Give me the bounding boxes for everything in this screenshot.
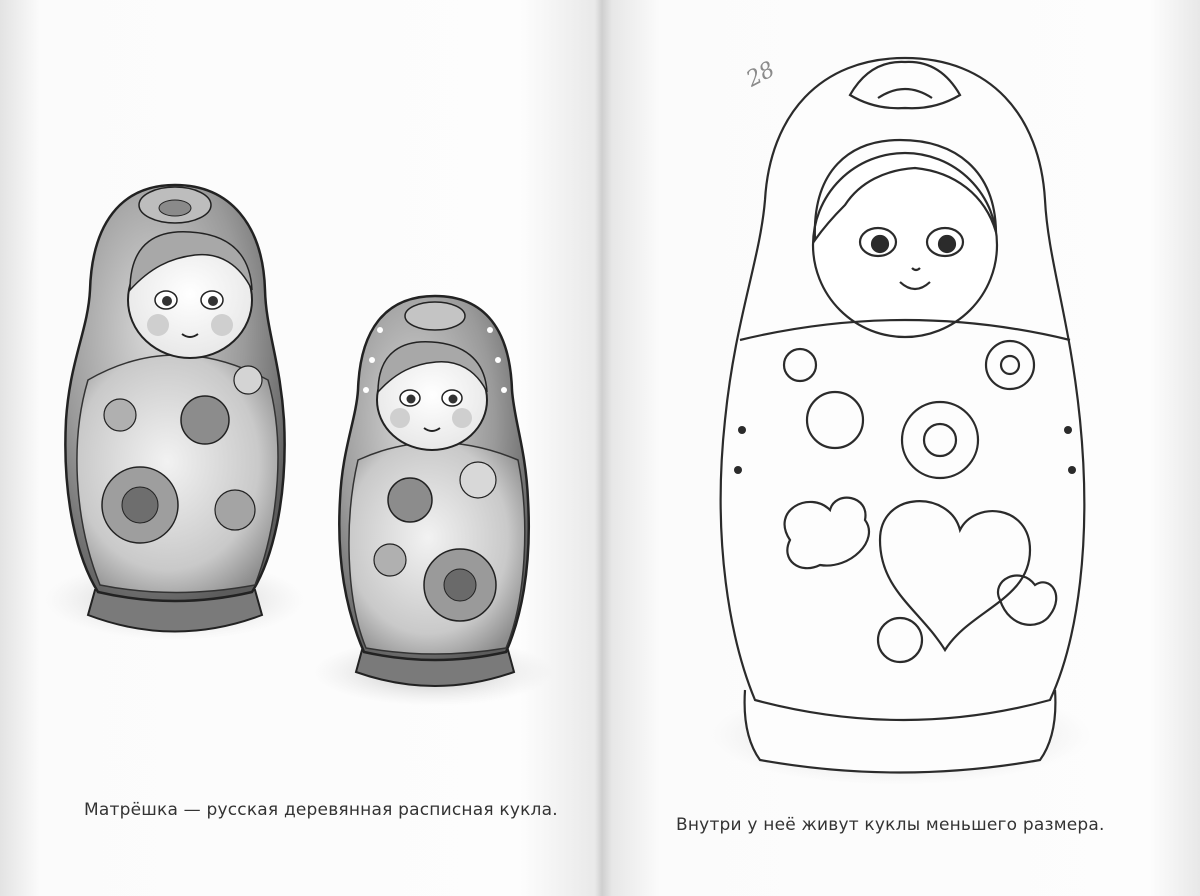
large-doll-berry (181, 396, 229, 444)
outline-doll-face (813, 153, 997, 337)
outline-doll-right-pupil (939, 236, 955, 252)
small-doll-small-flower (460, 462, 496, 498)
small-matryoshka-illustration (313, 296, 553, 706)
large-doll-left-cheek (147, 314, 169, 336)
large-doll-left-pupil (162, 296, 172, 306)
outline-doll-left-pupil (872, 236, 888, 252)
large-doll-side-flower (215, 490, 255, 530)
large-doll-leaf (104, 399, 136, 431)
large-doll-small-flower (234, 366, 262, 394)
small-doll-apron (349, 443, 525, 655)
small-doll-left-pupil (407, 395, 416, 404)
small-doll-right-pupil (449, 395, 458, 404)
small-doll-head-flower (405, 302, 465, 330)
left-page-caption: Матрёшка — русская деревянная расписная кукла. (84, 800, 558, 820)
small-doll-berry (388, 478, 432, 522)
large-doll-right-cheek (211, 314, 233, 336)
large-matryoshka-illustration (45, 185, 305, 640)
large-doll-flower-center (159, 200, 191, 216)
small-doll-leaf (374, 544, 406, 576)
small-doll-left-cheek (390, 408, 410, 428)
large-doll-big-flower-center (122, 487, 158, 523)
large-doll-right-pupil (208, 296, 218, 306)
small-doll-right-cheek (452, 408, 472, 428)
right-page-caption: Внутри у неё живут куклы меньшего размера. (676, 815, 1105, 835)
coloring-matryoshka-outline (710, 58, 1090, 785)
small-doll-big-flower-center (444, 569, 476, 601)
handwritten-page-number: 28 (742, 57, 780, 93)
